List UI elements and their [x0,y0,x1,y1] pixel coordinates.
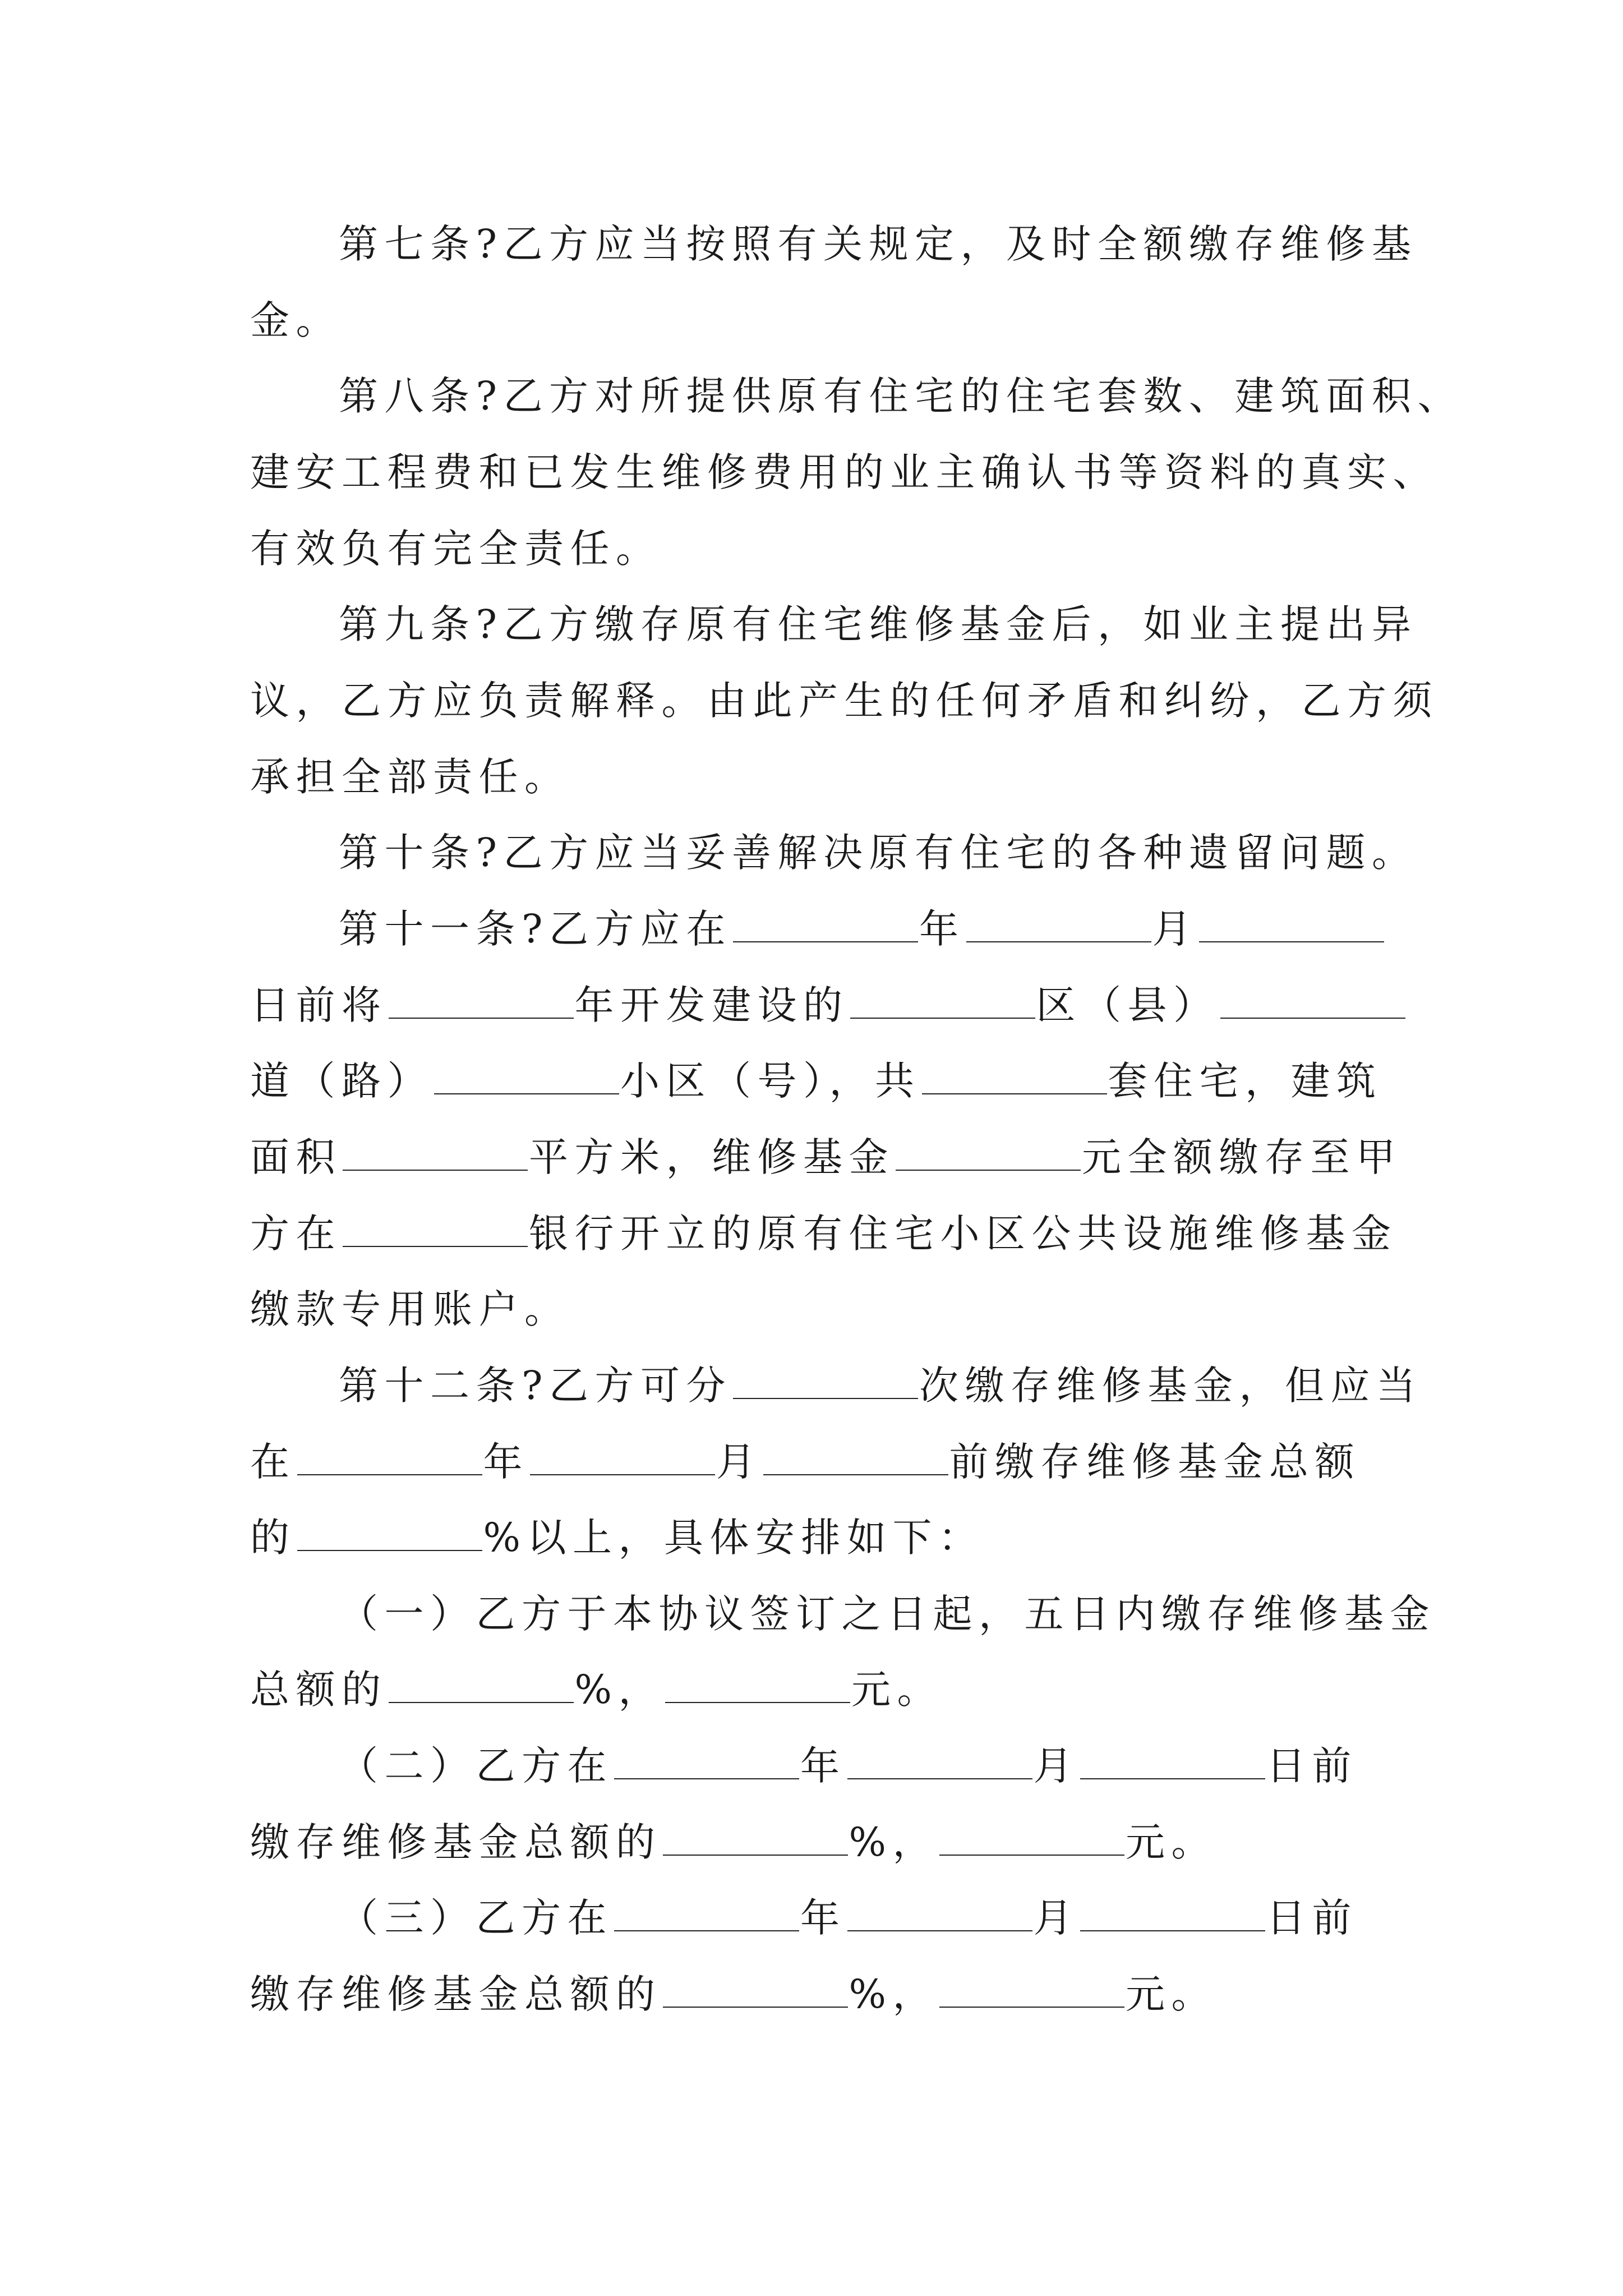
text-segment: 日前 [1266,1743,1358,1789]
fill-blank[interactable] [733,905,918,942]
article-8-line-3 [250,521,662,577]
fill-blank[interactable] [850,982,1035,1019]
article-9-line-2 [250,673,1438,729]
article-7-line-2 [250,292,342,348]
fill-blank[interactable] [614,1894,799,1931]
item-2-line-2 [250,1814,1217,1870]
text-segment: 年 [800,1743,846,1789]
fill-blank[interactable] [389,1666,574,1703]
text-segment: 第十一条?乙方应在 [339,906,732,952]
article-12-line-3 [250,1510,984,1566]
text-segment: 次缴存维修基金，但应当 [919,1363,1422,1409]
article-10-line-1 [339,825,1418,881]
item-1-line-1 [339,1586,1436,1642]
article-11-line-1 [339,901,1385,957]
text-segment: 建安工程费和已发生维修费用的业主确认书等资料的真实、 [250,449,1438,495]
fill-blank[interactable] [847,1894,1032,1931]
fill-blank[interactable] [297,1438,482,1475]
fill-blank[interactable] [530,1438,715,1475]
item-1-line-2 [250,1662,943,1718]
article-11-line-3 [250,1053,1382,1109]
fill-blank[interactable] [896,1134,1081,1171]
article-11-line-2 [250,977,1407,1033]
item-3-line-1 [339,1890,1358,1946]
text-segment: 第八条?乙方对所提供原有住宅的住宅套数、建筑面积、 [339,373,1464,419]
text-segment: 面积 [250,1134,342,1180]
text-segment: %， [849,1971,939,2017]
fill-blank[interactable] [434,1057,619,1094]
item-3-line-2 [250,1966,1217,2022]
text-segment: 缴存维修基金总额的 [250,1819,662,1865]
fill-blank[interactable] [966,905,1151,942]
text-segment: 第十条?乙方应当妥善解决原有住宅的各种遗留问题。 [339,830,1418,876]
text-segment: %以上，具体安排如下： [483,1515,984,1561]
fill-blank[interactable] [1080,1742,1265,1779]
text-segment: 元全额缴存至甲 [1082,1134,1402,1180]
text-segment: 日前将 [250,982,388,1028]
text-segment: 月 [1033,1895,1079,1941]
text-segment: 第十二条?乙方可分 [339,1363,732,1409]
text-segment: 的 [250,1515,296,1561]
text-segment: 平方米，维修基金 [529,1134,895,1180]
article-12-line-2 [250,1434,1361,1490]
text-segment: （二）乙方在 [339,1743,613,1789]
fill-blank[interactable] [939,1971,1124,2008]
text-segment: 第九条?乙方缴存原有住宅维修基金后，如业主提出异 [339,601,1418,647]
text-segment: 月 [1152,906,1198,952]
fill-blank[interactable] [733,1362,918,1399]
article-11-line-6 [250,1281,570,1337]
text-segment: 年 [483,1439,529,1485]
article-11-line-5 [250,1205,1398,1262]
text-segment: 缴款专用账户。 [250,1286,570,1332]
text-segment: 月 [716,1439,762,1485]
fill-blank[interactable] [663,1971,848,2008]
text-segment: 年 [800,1895,846,1941]
fill-blank[interactable] [343,1134,528,1171]
fill-blank[interactable] [663,1819,848,1856]
article-7-line-1 [339,216,1418,272]
text-segment: 金。 [250,297,342,343]
text-segment: 元。 [1126,1971,1218,2017]
text-segment: 日前 [1266,1895,1358,1941]
fill-blank[interactable] [763,1438,948,1475]
text-segment: 有效负有完全责任。 [250,526,662,572]
fill-blank[interactable] [297,1514,482,1551]
text-segment: %， [849,1819,939,1865]
text-segment: 承担全部责任。 [250,754,570,800]
text-segment: 第七条?乙方应当按照有关规定，及时全额缴存维修基 [339,221,1418,267]
item-2-line-1 [339,1738,1358,1794]
text-segment: （三）乙方在 [339,1895,613,1941]
text-segment: 区（县） [1036,982,1219,1028]
fill-blank[interactable] [665,1666,850,1703]
text-segment: 缴存维修基金总额的 [250,1971,662,2017]
text-segment: 前缴存维修基金总额 [949,1439,1361,1485]
text-segment: 年开发建设的 [574,982,849,1028]
text-segment: 在 [250,1439,296,1485]
fill-blank[interactable] [847,1742,1032,1779]
text-segment: 月 [1033,1743,1079,1789]
text-segment: 小区（号），共 [620,1058,921,1104]
article-9-line-1 [339,596,1418,652]
text-segment: 议，乙方应负责解释。由此产生的任何矛盾和纠纷，乙方须 [250,678,1438,724]
text-segment: 套住宅，建筑 [1108,1058,1382,1104]
fill-blank[interactable] [343,1210,528,1247]
article-8-line-1 [339,368,1463,424]
text-segment: 年 [919,906,965,952]
text-segment: （一）乙方于本协议签订之日起，五日内缴存维修基金 [339,1591,1436,1637]
article-11-line-4 [250,1129,1402,1185]
article-12-line-1 [339,1358,1422,1414]
fill-blank[interactable] [922,1057,1107,1094]
fill-blank[interactable] [1199,905,1384,942]
article-9-line-3 [250,749,570,805]
text-segment: 方在 [250,1211,342,1257]
fill-blank[interactable] [939,1819,1124,1856]
text-segment: 元。 [1126,1819,1218,1865]
text-segment: 总额的 [250,1667,388,1713]
fill-blank[interactable] [1220,982,1405,1019]
text-segment: 银行开立的原有住宅小区公共设施维修基金 [529,1211,1398,1257]
fill-blank[interactable] [389,982,574,1019]
article-8-line-2 [250,444,1438,500]
fill-blank[interactable] [1080,1894,1265,1931]
text-segment: %， [574,1667,665,1713]
text-segment: 道（路） [250,1058,433,1104]
fill-blank[interactable] [614,1742,799,1779]
text-segment: 元。 [851,1667,943,1713]
